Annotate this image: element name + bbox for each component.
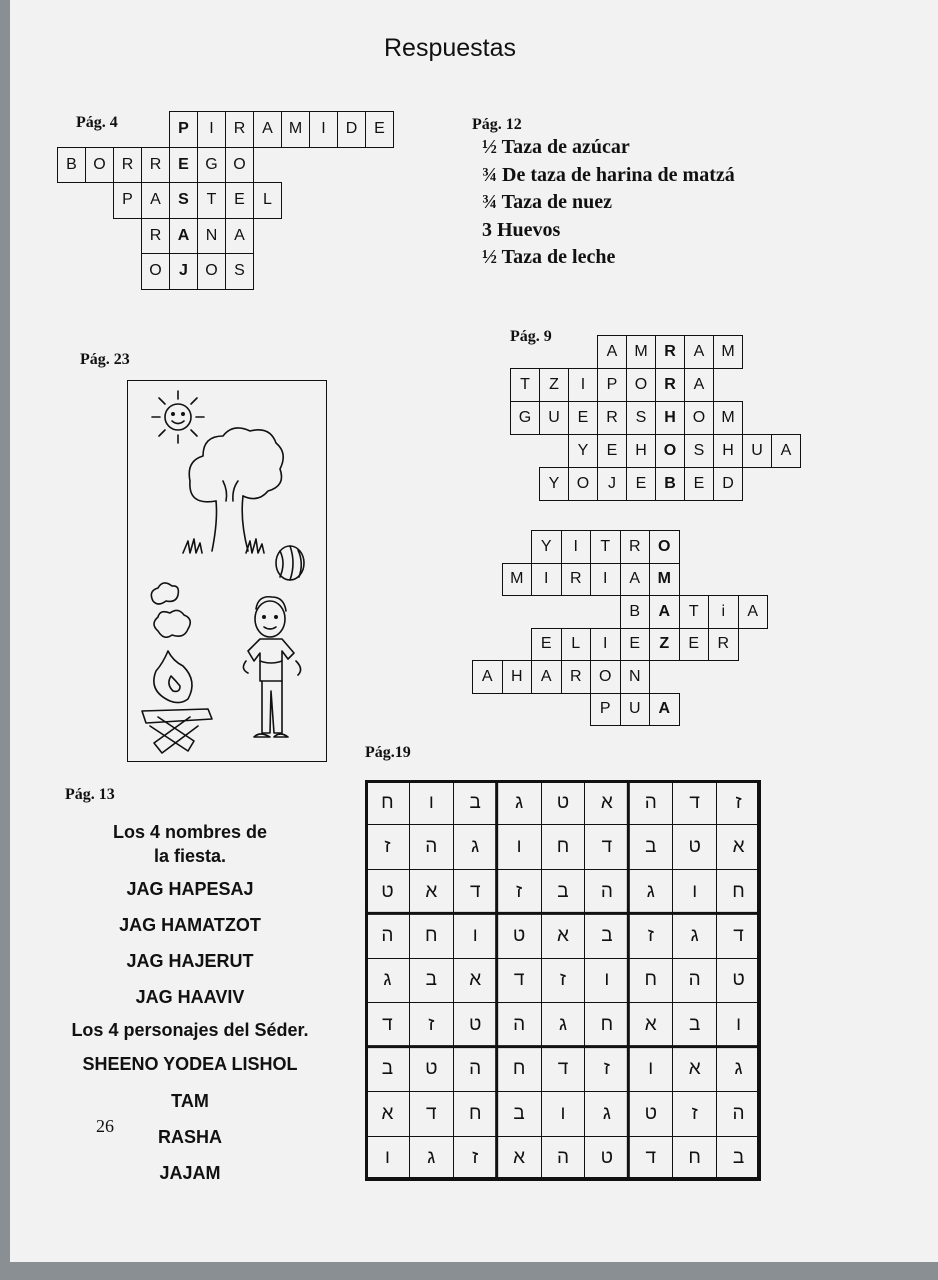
sudoku-cell: ד — [672, 780, 717, 825]
answer-line: TAM — [171, 1091, 209, 1111]
pag9-moshe-cell: D — [713, 467, 743, 501]
pag4-cell: E — [169, 147, 198, 184]
campfire-drawing — [142, 651, 212, 753]
pag9-moshe-cell: H — [713, 434, 743, 468]
sudoku-cell: ה — [453, 1047, 498, 1092]
answer-line: la fiesta. — [153, 846, 227, 866]
pag9-moshe-cell: T — [510, 368, 540, 402]
pag4-cell: J — [169, 253, 198, 290]
sudoku-cell: ב — [628, 824, 673, 869]
pag9-rabenu-cell: E — [679, 628, 710, 662]
sudoku-cell: ב — [716, 1136, 761, 1181]
pag9-moshe-cell: Z — [539, 368, 569, 402]
pag4-label: Pág. 4 — [76, 114, 118, 131]
pag9-label: Pág. 9 — [510, 328, 552, 345]
sudoku-cell: ה — [628, 780, 673, 825]
pag4-cell: M — [281, 111, 310, 148]
sudoku-cell: ה — [541, 1136, 586, 1181]
sudoku-cell: ה — [584, 869, 629, 914]
sudoku-cell: ד — [497, 958, 542, 1003]
sudoku-cell: ח — [716, 869, 761, 914]
sudoku-cell: ג — [409, 1136, 454, 1181]
pag9-rabenu-cell: E — [620, 628, 651, 662]
sudoku-cell: ו — [497, 824, 542, 869]
sudoku-cell: ב — [541, 869, 586, 914]
pag9-moshe-cell: O — [568, 467, 598, 501]
pag9-rabenu-cell: L — [561, 628, 592, 662]
sudoku-cell: ג — [453, 824, 498, 869]
pag4-cell: S — [169, 182, 198, 219]
recipe-line: ½ Taza de azúcar — [482, 136, 630, 158]
answer-line: JAG HAJERUT — [126, 951, 254, 971]
pag9-rabenu-cell: M — [649, 563, 680, 597]
pag9-rabenu-cell: A — [649, 595, 680, 629]
answer-line: JAJAM — [159, 1163, 221, 1183]
pag9-rabenu-cell: i — [708, 595, 739, 629]
sudoku-cell: ג — [672, 913, 717, 958]
sudoku-cell: ג — [541, 1002, 586, 1047]
pag4-cell: A — [169, 218, 198, 255]
pag4-cell: L — [253, 182, 282, 219]
pag9-moshe-cell: Y — [568, 434, 598, 468]
drawing-frame — [127, 380, 327, 762]
sudoku-cell: ו — [409, 780, 454, 825]
pag4-cell: D — [337, 111, 366, 148]
coloring-drawing — [128, 381, 325, 760]
answer-line: Los 4 personajes del Séder. — [71, 1020, 309, 1040]
sudoku-cell: ט — [453, 1002, 498, 1047]
sun-drawing — [152, 391, 204, 443]
sudoku-cell: א — [628, 1002, 673, 1047]
pag9-rabenu-cell: Z — [649, 628, 680, 662]
answer-line: JAG HAAVIV — [135, 987, 245, 1007]
sudoku-cell: ד — [584, 824, 629, 869]
sudoku-cell: ז — [672, 1091, 717, 1136]
sudoku-cell: ז — [497, 869, 542, 914]
sudoku-grid — [365, 780, 760, 1180]
pag9-rabenu-cell: O — [649, 530, 680, 564]
sudoku-cell: ד — [541, 1047, 586, 1092]
pag9-rabenu-cell: I — [590, 628, 621, 662]
sudoku-cell: ד — [453, 869, 498, 914]
recipe-line: ¾ De taza de harina de matzá — [482, 163, 735, 186]
sudoku-cell: א — [584, 780, 629, 825]
pag9-rabenu-cell: E — [531, 628, 562, 662]
sudoku-cell: ח — [409, 913, 454, 958]
sudoku-cell: ד — [716, 913, 761, 958]
ball-drawing — [276, 546, 304, 580]
sudoku-cell: ה — [365, 913, 410, 958]
pag9-rabenu-cell: I — [590, 563, 621, 597]
sudoku-cell: ד — [409, 1091, 454, 1136]
pag9-rabenu-cell: T — [590, 530, 621, 564]
pag9-moshe-cell: H — [626, 434, 656, 468]
pag9-moshe-cell: M — [713, 401, 743, 435]
sudoku-cell: ה — [716, 1091, 761, 1136]
pag9-moshe-cell: M — [713, 335, 743, 369]
pag4-cell: R — [141, 218, 170, 255]
pag9-rabenu-cell: T — [679, 595, 710, 629]
pag9-moshe-cell: O — [684, 401, 714, 435]
pag9-moshe-cell: E — [626, 467, 656, 501]
pag9-rabenu-cell: Y — [531, 530, 562, 564]
answer-line: RASHA — [157, 1127, 222, 1147]
pag4-cell: E — [225, 182, 254, 219]
tree-drawing — [189, 428, 283, 551]
pag9-rabenu-cell: A — [649, 693, 680, 727]
pag4-cell: I — [309, 111, 338, 148]
recipe-line: ½ Taza de leche — [482, 246, 616, 268]
pag9-moshe-cell: R — [655, 335, 685, 369]
pag9-rabenu-cell: H — [502, 660, 533, 694]
sudoku-cell: א — [497, 1136, 542, 1181]
pag4-cell: T — [197, 182, 226, 219]
boy-drawing — [243, 597, 300, 737]
sudoku-cell: א — [541, 913, 586, 958]
sudoku-cell: ט — [716, 958, 761, 1003]
pag9-moshe-cell: H — [655, 401, 685, 435]
pag4-cell: E — [365, 111, 394, 148]
pag9-moshe-cell: A — [684, 335, 714, 369]
pag9-rabenu-cell: O — [590, 660, 621, 694]
sudoku-cell: ב — [409, 958, 454, 1003]
pag9-moshe-cell: A — [597, 335, 627, 369]
pag9-rabenu-cell: R — [561, 660, 592, 694]
page-number: 26 — [96, 1116, 114, 1136]
pag9-moshe-cell: O — [655, 434, 685, 468]
sudoku-cell: ב — [672, 1002, 717, 1047]
pag9-rabenu-cell: M — [502, 563, 533, 597]
pag4-cell: A — [225, 218, 254, 255]
sudoku-cell: ג — [365, 958, 410, 1003]
pag4-cell: B — [57, 147, 86, 184]
sudoku-cell: ג — [716, 1047, 761, 1092]
sudoku-cell: ח — [672, 1136, 717, 1181]
pag9-moshe-cell: O — [626, 368, 656, 402]
pag9-moshe-cell: A — [684, 368, 714, 402]
sudoku-cell: ו — [628, 1047, 673, 1092]
pag4-cell: P — [169, 111, 198, 148]
sudoku-cell: א — [716, 824, 761, 869]
pag9-rabenu-cell: A — [620, 563, 651, 597]
pag9-rabenu-cell: P — [590, 693, 621, 727]
pag9-moshe-cell: E — [684, 467, 714, 501]
pag9-moshe-cell: R — [655, 368, 685, 402]
sudoku-cell: ה — [409, 824, 454, 869]
sudoku-cell: ז — [365, 824, 410, 869]
answer-line: JAG HAMATZOT — [119, 915, 261, 935]
answer-line: JAG HAPESAJ — [126, 879, 254, 899]
pag9-moshe-cell: I — [568, 368, 598, 402]
sudoku-cell: ח — [584, 1002, 629, 1047]
sudoku-cell: ב — [453, 780, 498, 825]
pag9-rabenu-cell: I — [561, 530, 592, 564]
pag4-cell: G — [197, 147, 226, 184]
sudoku-cell: ב — [365, 1047, 410, 1092]
sudoku-cell: ג — [497, 780, 542, 825]
page — [10, 0, 938, 1262]
sudoku-cell: ט — [497, 913, 542, 958]
sudoku-cell: ט — [672, 824, 717, 869]
pag13-label: Pág. 13 — [65, 786, 115, 803]
pag4-cell: O — [225, 147, 254, 184]
pag9-rabenu-cell: A — [472, 660, 503, 694]
sudoku-cell: א — [409, 869, 454, 914]
answer-line: Los 4 nombres de — [112, 822, 268, 842]
sudoku-cell: ח — [628, 958, 673, 1003]
sudoku-cell: ג — [628, 869, 673, 914]
pag9-rabenu-cell: R — [708, 628, 739, 662]
sudoku-cell: ט — [541, 780, 586, 825]
pag4-cell: A — [141, 182, 170, 219]
sudoku-cell: ו — [541, 1091, 586, 1136]
sudoku-cell: ד — [365, 1002, 410, 1047]
sudoku-thick-lines — [365, 780, 760, 1180]
pag4-cell: A — [253, 111, 282, 148]
pag9-moshe-cell: B — [655, 467, 685, 501]
sudoku-cell: א — [365, 1091, 410, 1136]
sudoku-cell: ה — [672, 958, 717, 1003]
pag9-moshe-cell: G — [510, 401, 540, 435]
pag9-moshe-cell: E — [597, 434, 627, 468]
pag9-moshe-cell: U — [539, 401, 569, 435]
sudoku-cell: א — [453, 958, 498, 1003]
pag9-moshe-cell: S — [684, 434, 714, 468]
sudoku-cell: א — [672, 1047, 717, 1092]
sudoku-cell: ד — [628, 1136, 673, 1181]
page-title: Respuestas — [383, 34, 517, 62]
sudoku-cell: ו — [672, 869, 717, 914]
sudoku-cell: ב — [497, 1091, 542, 1136]
pag23-label: Pág. 23 — [80, 351, 130, 368]
pag4-cell: R — [225, 111, 254, 148]
pag4-cell: P — [113, 182, 142, 219]
sudoku-cell: ו — [584, 958, 629, 1003]
pag9-moshe-cell: J — [597, 467, 627, 501]
pag4-cell: R — [113, 147, 142, 184]
pag9-moshe-cell: U — [742, 434, 772, 468]
pag4-cell: O — [85, 147, 114, 184]
pag9-moshe-cell: A — [771, 434, 801, 468]
recipe-line: 3 Huevos — [482, 218, 561, 241]
pag9-rabenu-cell: A — [738, 595, 769, 629]
pag4-cell: O — [197, 253, 226, 290]
pag9-rabenu-cell: U — [620, 693, 651, 727]
pag19-label: Pág.19 — [365, 744, 411, 761]
sudoku-cell: ו — [365, 1136, 410, 1181]
sudoku-cell: ט — [584, 1136, 629, 1181]
sudoku-cell: ב — [584, 913, 629, 958]
sudoku-cell: ז — [541, 958, 586, 1003]
pag9-rabenu-cell: N — [620, 660, 651, 694]
answer-line: SHEENO YODEA LISHOL — [82, 1054, 298, 1074]
pag9-moshe-cell: Y — [539, 467, 569, 501]
recipe-line: ¾ Taza de nuez — [482, 191, 613, 213]
pag12-label: Pág. 12 — [472, 116, 522, 133]
sudoku-cell: ח — [453, 1091, 498, 1136]
pag9-moshe-cell: E — [568, 401, 598, 435]
sudoku-cell: ט — [409, 1047, 454, 1092]
sudoku-cell: ז — [453, 1136, 498, 1181]
sudoku-cell: ו — [453, 913, 498, 958]
recipe-list — [482, 136, 735, 274]
pag9-moshe-cell: S — [626, 401, 656, 435]
pag4-cell: O — [141, 253, 170, 290]
pag4-cell: S — [225, 253, 254, 290]
sudoku-cell: ז — [584, 1047, 629, 1092]
pag9-rabenu-cell: B — [620, 595, 651, 629]
sudoku-cell: ג — [584, 1091, 629, 1136]
pag9-rabenu-cell: R — [620, 530, 651, 564]
sudoku-cell: ט — [628, 1091, 673, 1136]
sudoku-cell: ה — [497, 1002, 542, 1047]
pag9-moshe-cell: R — [597, 401, 627, 435]
pag9-moshe-cell: P — [597, 368, 627, 402]
pag4-cell: R — [141, 147, 170, 184]
sudoku-cell: ז — [716, 780, 761, 825]
sudoku-cell: ח — [497, 1047, 542, 1092]
pag9-rabenu-cell: A — [531, 660, 562, 694]
pag9-rabenu-cell: R — [561, 563, 592, 597]
pag4-cell: N — [197, 218, 226, 255]
sudoku-cell: ז — [409, 1002, 454, 1047]
pag4-cell: I — [197, 111, 226, 148]
sudoku-cell: ח — [365, 780, 410, 825]
sudoku-cell: ו — [716, 1002, 761, 1047]
sudoku-cell: ח — [541, 824, 586, 869]
pag9-rabenu-cell: I — [531, 563, 562, 597]
sudoku-cell: ז — [628, 913, 673, 958]
pag9-moshe-cell: M — [626, 335, 656, 369]
sudoku-cell: ט — [365, 869, 410, 914]
